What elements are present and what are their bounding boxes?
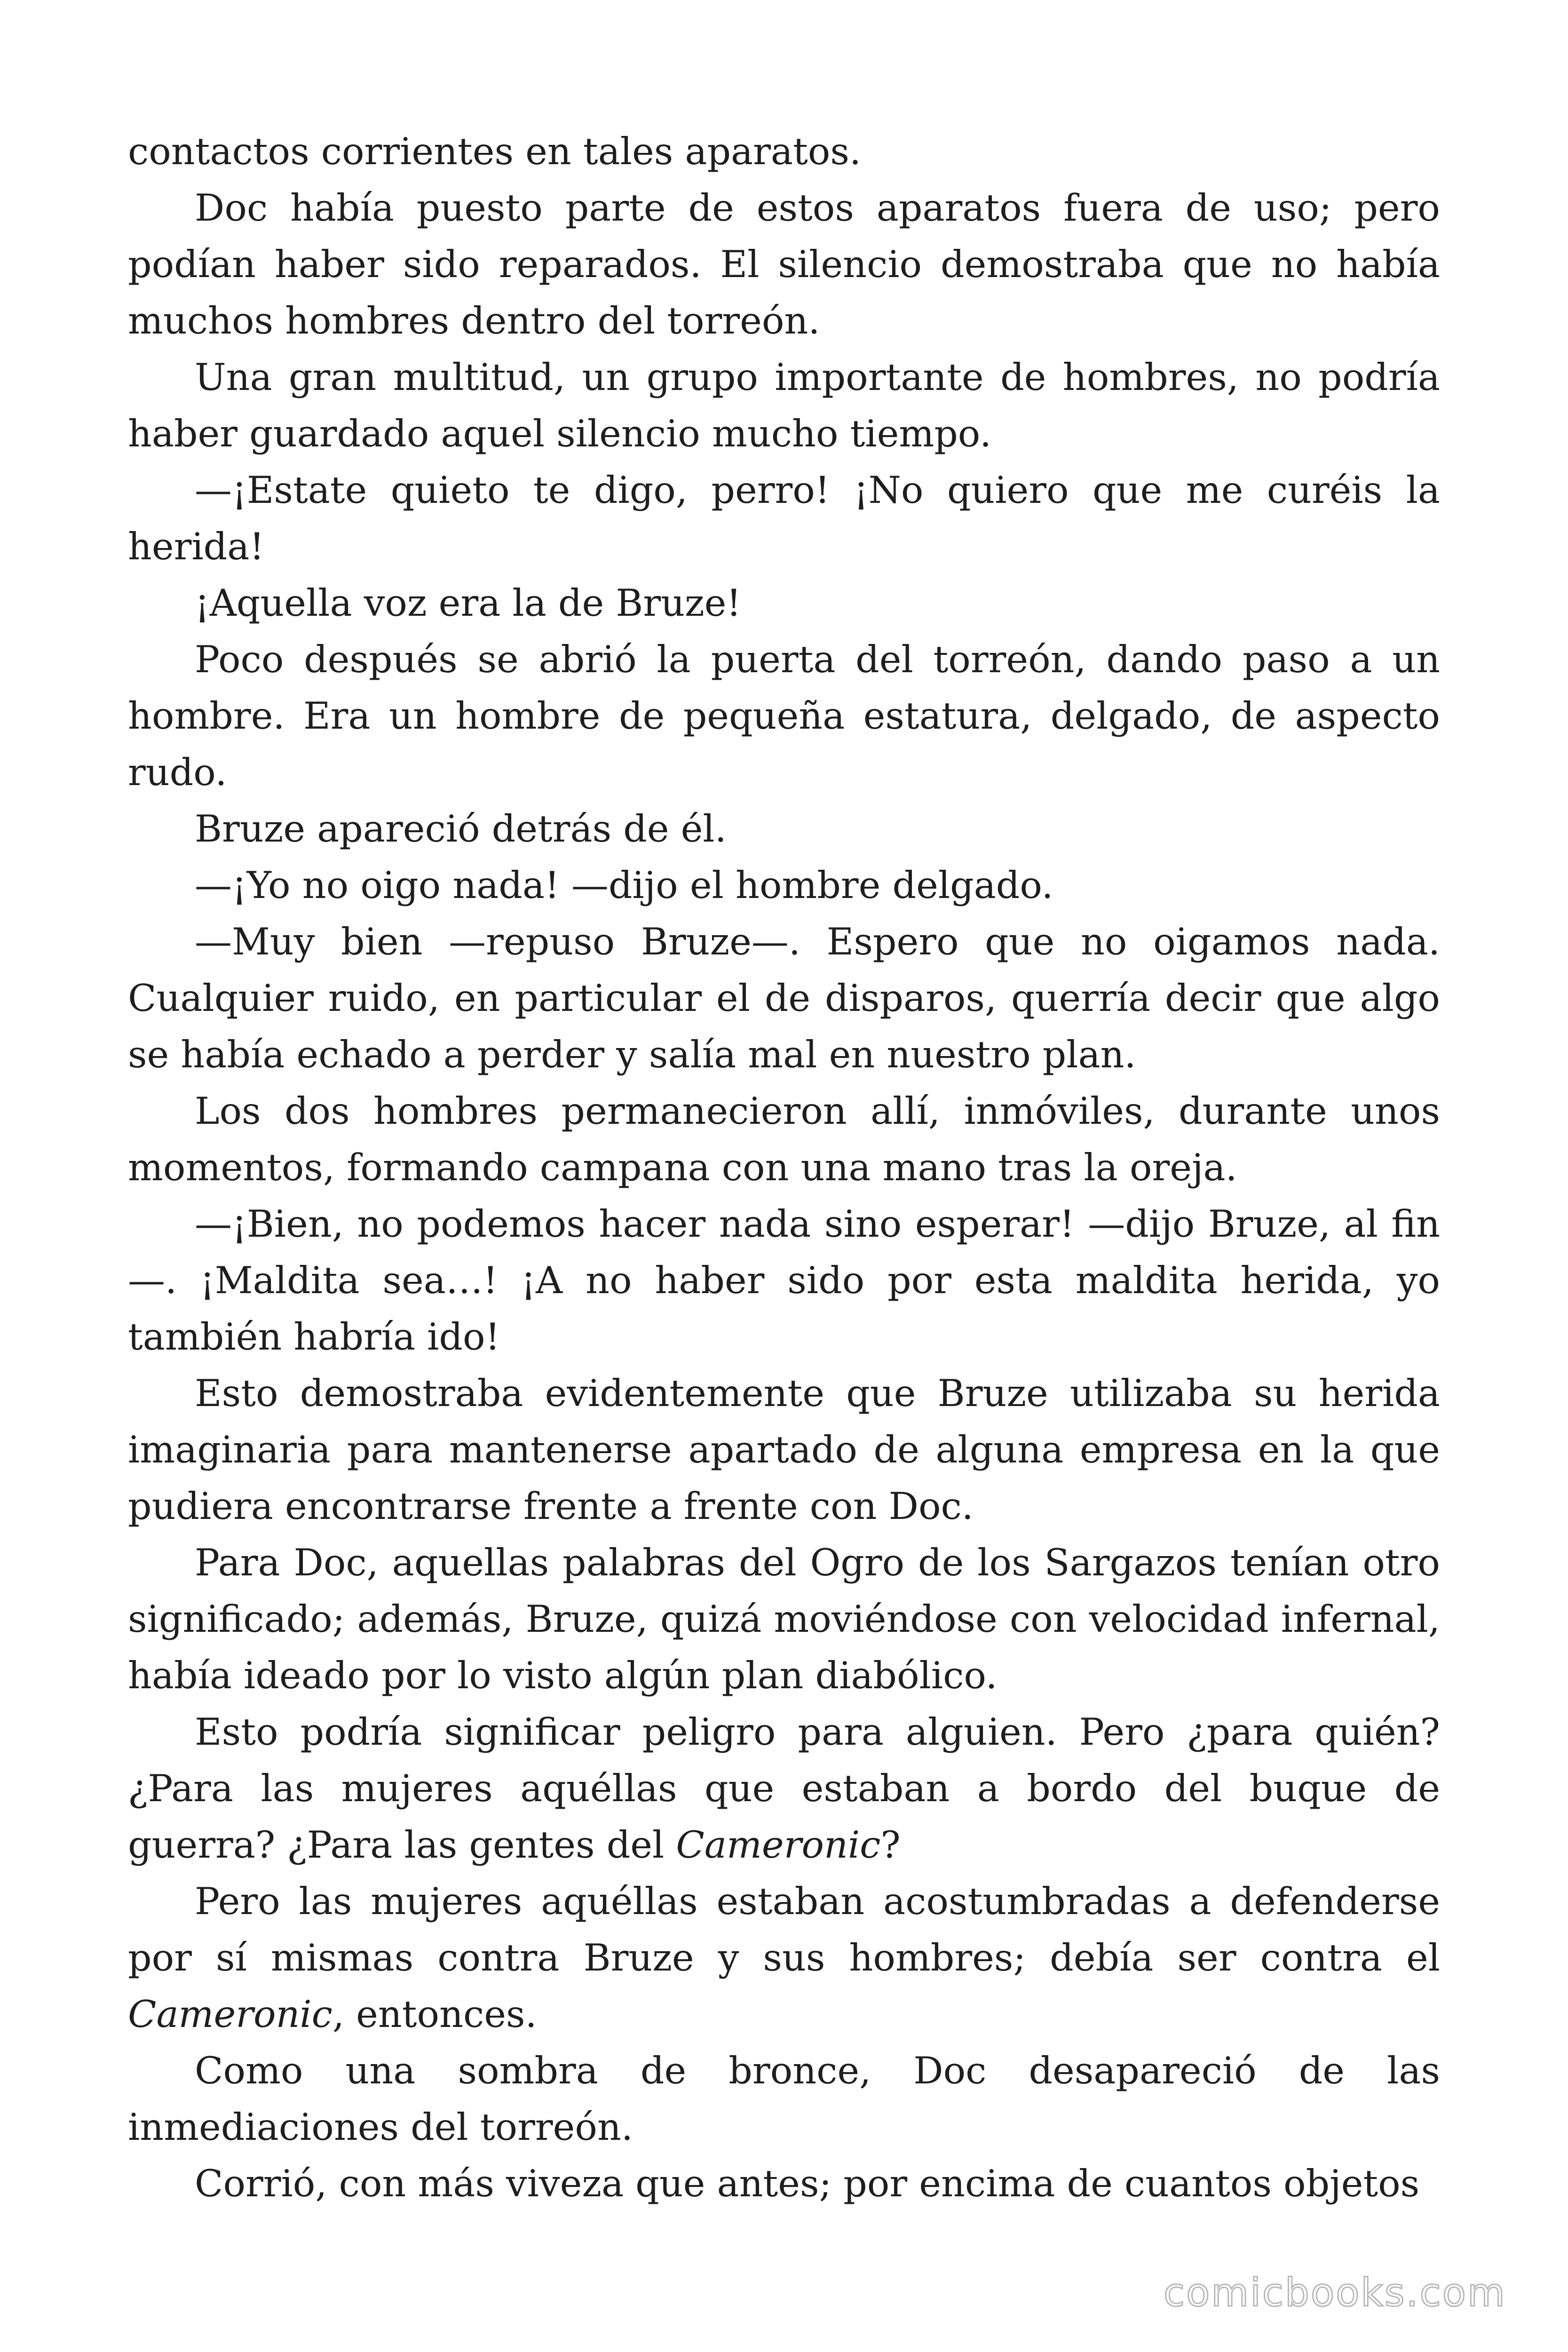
paragraph: Doc había puesto parte de estos aparatos fuera de uso; pero podían haber sido reparados. El silencio demostraba que no había muchos hombres dentro del torreón. <box>128 186 1440 342</box>
paragraph: —¡Bien, no podemos hacer nada sino esperar! —dijo Bruze, al fin—. ¡Maldita sea…! ¡A no haber sido por esta maldita herida, yo también habría ido! <box>128 1202 1440 1359</box>
text-run: , entonces. <box>332 1993 537 2036</box>
text-run: Pero las mujeres aquéllas estaban acostumbradas a defenderse por sí mismas contra Bruze y sus hombres; debía ser contra el <box>128 1880 1440 1979</box>
text-run: Esto podría significar peligro para alguien. Pero ¿para quién? ¿Para las mujeres aquéllas que estaban a bordo del buque de guerra? ¿Para las gentes del <box>128 1710 1440 1867</box>
paragraph: —¡Estate quieto te digo, perro! ¡No quiero que me curéis la herida! <box>128 469 1440 568</box>
paragraph: contactos corrientes en tales aparatos. <box>128 130 861 173</box>
text-run: ? <box>880 1823 901 1867</box>
paragraph: Para Doc, aquellas palabras del Ogro de los Sargazos tenían otro significado; además, Bruze, quizá moviéndose con velocidad infernal, había ideado por lo visto algún plan diabólico. <box>128 1541 1440 1697</box>
paragraph: ¡Aquella voz era la de Bruze! <box>195 581 742 625</box>
paragraph: Esto demostraba evidentemente que Bruze utilizaba su herida imaginaria para mantenerse apartado de alguna empresa en la que pudiera encontrarse frente a frente con Doc. <box>128 1372 1440 1528</box>
paragraph: Bruze apareció detrás de él. <box>195 807 727 850</box>
watermark-text: comicbooks.com <box>1164 2271 1506 2315</box>
paragraph <box>128 1704 1440 1873</box>
italic-ship-name: Cameronic <box>676 1823 881 1867</box>
book-page-text <box>128 123 1440 2212</box>
paragraph: Una gran multitud, un grupo importante de hombres, no podría haber guardado aquel silencio mucho tiempo. <box>128 356 1440 455</box>
paragraph: —¡Yo no oigo nada! —dijo el hombre delgado. <box>195 864 1053 907</box>
paragraph: Poco después se abrió la puerta del torreón, dando paso a un hombre. Era un hombre de pequeña estatura, delgado, de aspecto rudo. <box>128 638 1440 794</box>
paragraph: —Muy bien —repuso Bruze—. Espero que no oigamos nada. Cualquier ruido, en particular el de disparos, querría decir que algo se había echado a perder y salía mal en nuestro plan. <box>128 920 1440 1076</box>
italic-ship-name: Cameronic <box>128 1993 333 2036</box>
paragraph: Los dos hombres permanecieron allí, inmóviles, durante unos momentos, formando campana con una mano tras la oreja. <box>128 1089 1440 1189</box>
paragraph: Como una sombra de bronce, Doc desapareció de las inmediaciones del torreón. <box>128 2049 1440 2149</box>
paragraph: Corrió, con más viveza que antes; por encima de cuantos objetos <box>195 2162 1420 2205</box>
watermark-logo <box>1162 2267 1510 2319</box>
paragraph <box>128 1873 1440 2042</box>
